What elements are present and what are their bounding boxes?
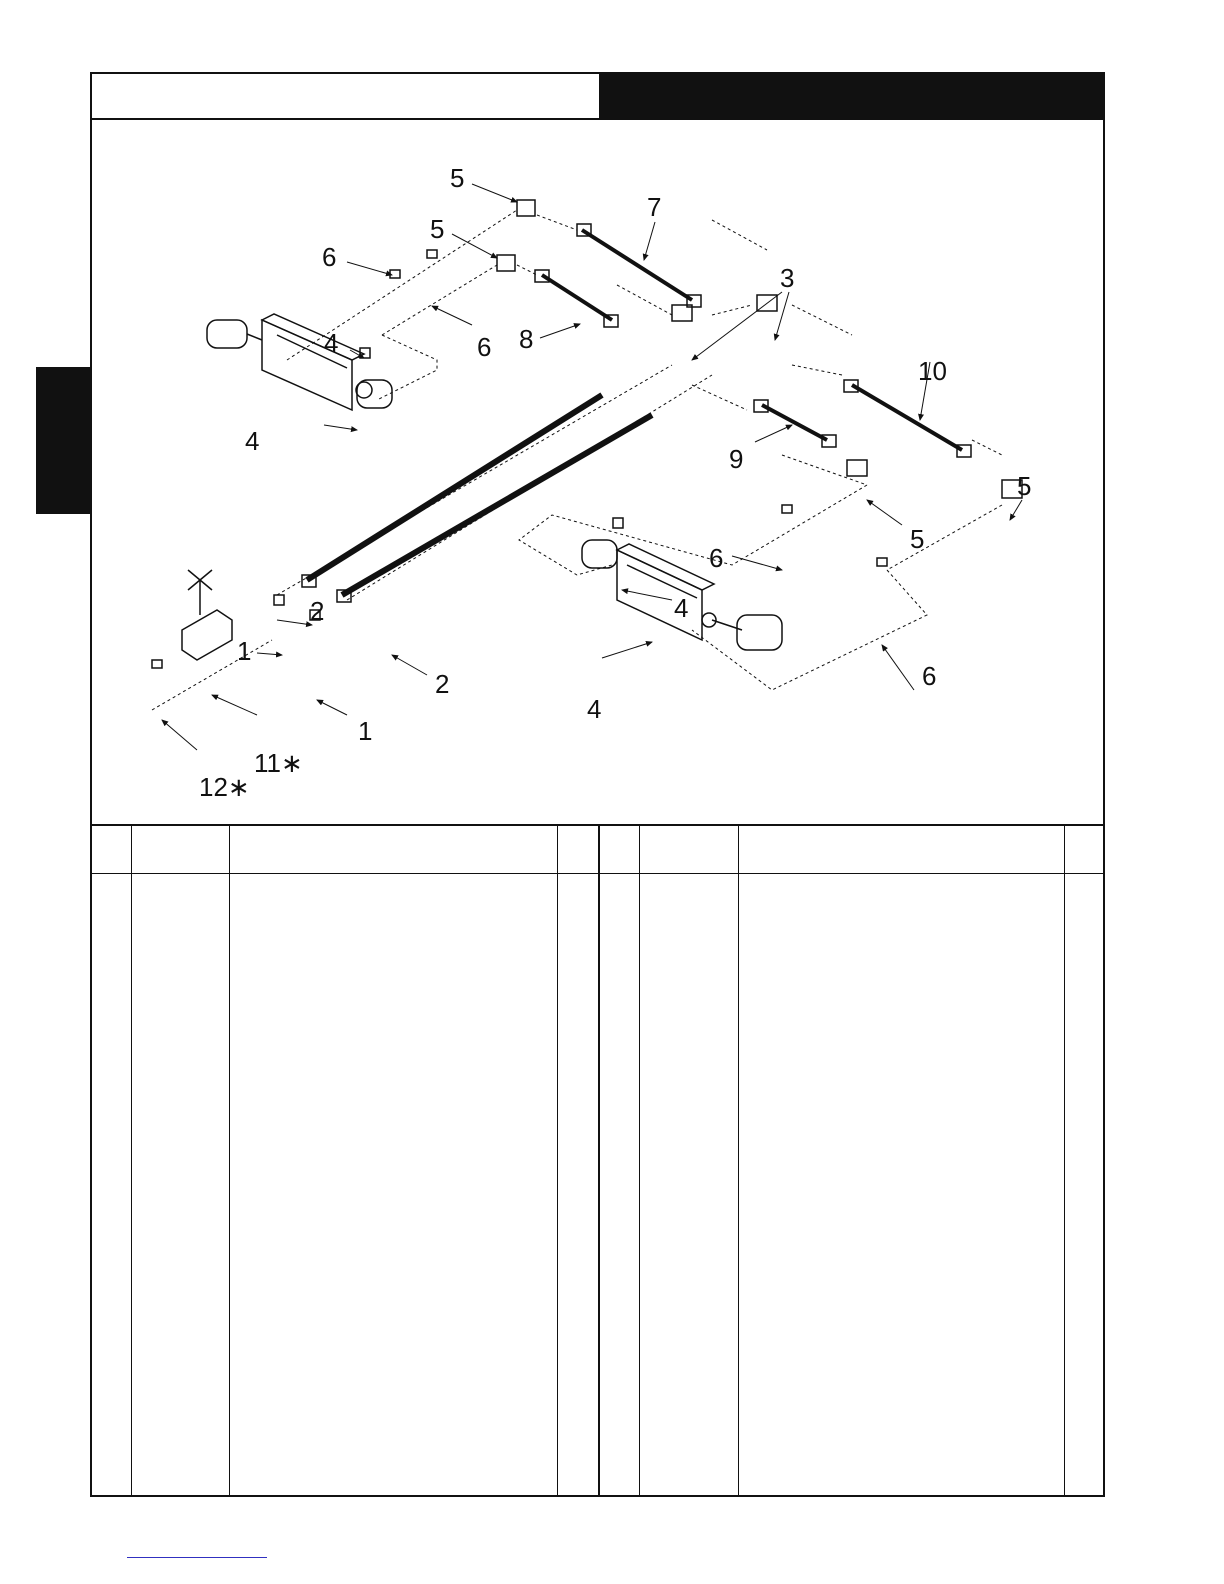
header-right-panel	[599, 74, 1103, 118]
col-divider	[229, 826, 230, 1497]
valve	[182, 570, 232, 660]
callout-labels	[199, 163, 1031, 802]
col-divider	[1064, 826, 1065, 1497]
callout-4-lower-plug: 4	[674, 593, 689, 623]
callout-4-upper-cylinder: 4	[245, 426, 260, 456]
footer-link-underline	[127, 1557, 267, 1558]
fittings	[152, 200, 1022, 668]
callout-4-lower-cylinder: 4	[587, 694, 602, 724]
callout-5-top: 5	[450, 163, 465, 193]
callout-6-lower-right: 6	[922, 661, 937, 691]
callout-10: 10	[918, 356, 947, 386]
callout-2-upper: 2	[310, 596, 325, 626]
cylinder-upper-left	[207, 314, 392, 410]
callout-1-upper: 1	[237, 636, 252, 666]
callout-1-lower: 1	[358, 716, 373, 746]
table-center-divider	[598, 826, 600, 1497]
parts-list-table	[92, 824, 1103, 1497]
col-divider	[557, 826, 558, 1497]
callout-6-upper: 6	[322, 242, 337, 272]
leader-lines	[162, 184, 1022, 750]
exploded-parts-diagram	[92, 120, 1103, 824]
callout-12: 12∗	[199, 772, 250, 802]
callout-6-mid: 6	[477, 332, 492, 362]
callout-6-right-mid: 6	[709, 543, 724, 573]
col-divider	[131, 826, 132, 1497]
hoses	[302, 224, 971, 602]
header-left-panel	[92, 74, 599, 118]
callout-5-lower: 5	[910, 524, 925, 554]
col-divider	[738, 826, 739, 1497]
callout-11: 11∗	[254, 748, 303, 778]
callout-5-right: 5	[1017, 471, 1032, 501]
callout-7: 7	[647, 192, 662, 222]
diagram-svg	[92, 120, 1103, 824]
callout-4-upper-plug: 4	[324, 328, 339, 358]
parts-page-frame	[90, 72, 1105, 1497]
section-tab	[36, 367, 91, 514]
callout-2-lower: 2	[435, 669, 450, 699]
col-divider	[639, 826, 640, 1497]
callout-3: 3	[780, 263, 795, 293]
callout-5-second: 5	[430, 214, 445, 244]
callout-9: 9	[729, 444, 744, 474]
callout-8: 8	[519, 324, 534, 354]
